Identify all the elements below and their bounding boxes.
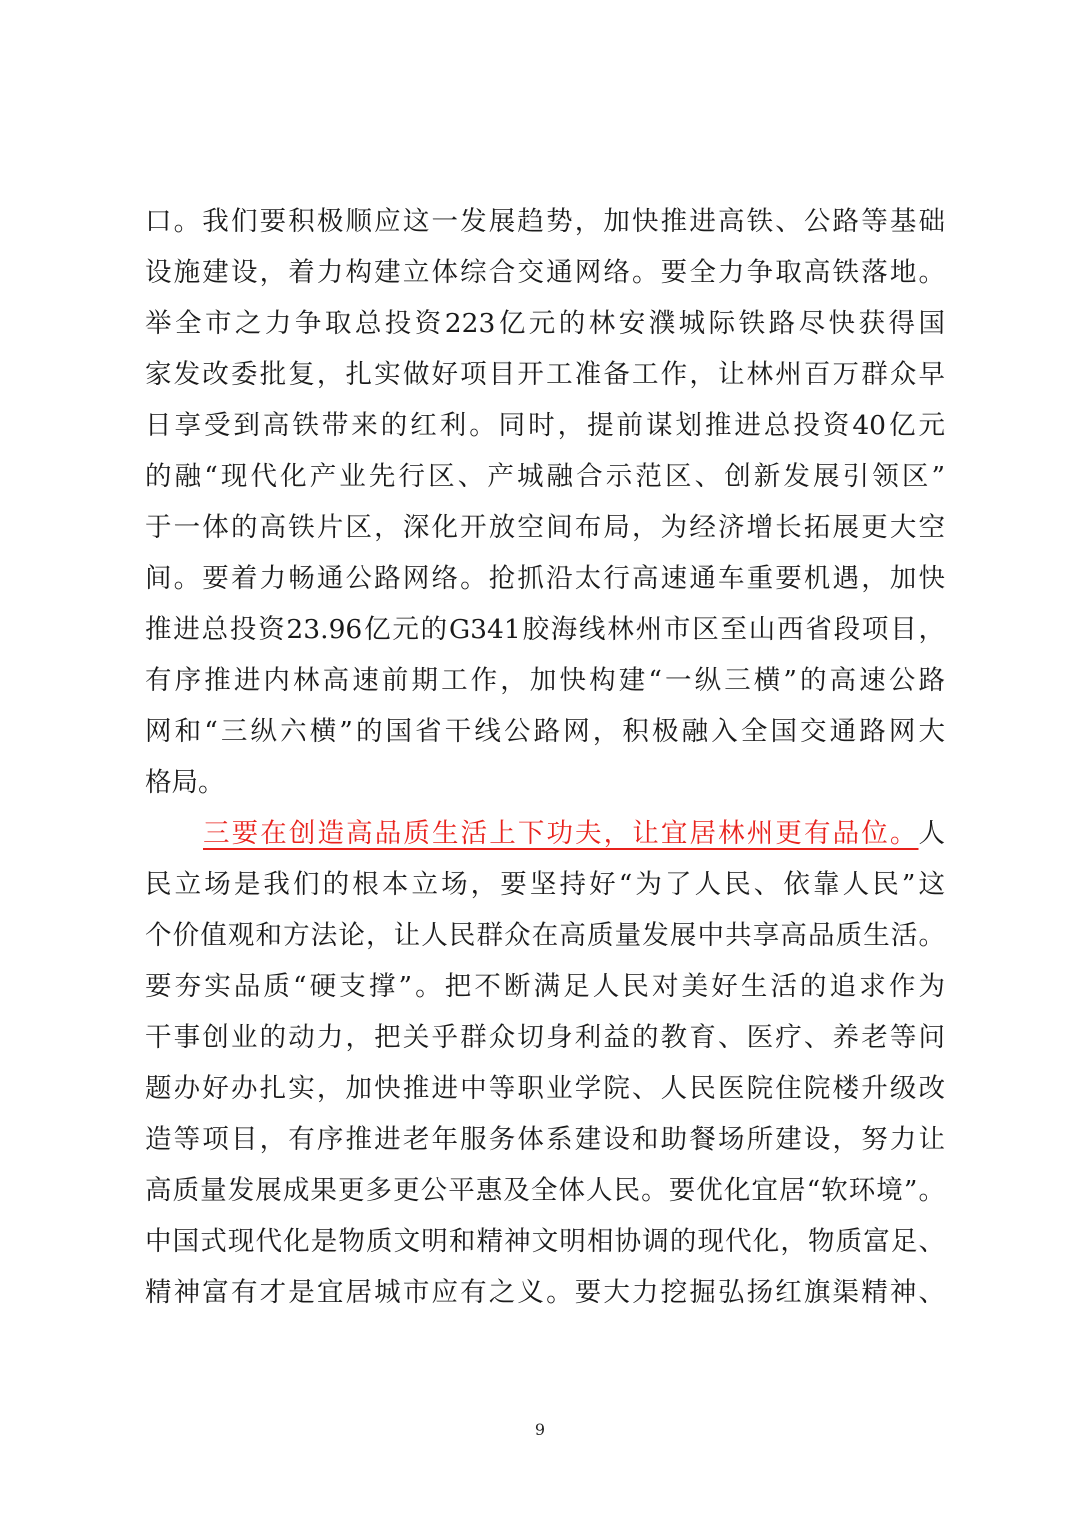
document-body [145, 196, 945, 1318]
text-line: 要夯实品质“硬支撑”。把不断满足人民对美好生活的追求作为 [145, 971, 945, 1002]
section-heading-line [145, 808, 945, 859]
text-line: 有序推进内林高速前期工作，加快构建“一纵三横”的高速公路 [145, 665, 945, 696]
text-line: 举全市之力争取总投资223亿元的林安濮城际铁路尽快获得国 [145, 308, 945, 339]
text-line: 间。要着力畅通公路网络。抢抓沿太行高速通车重要机遇，加快 [145, 563, 945, 594]
text-line: 民立场是我们的根本立场，要坚持好“为了人民、依靠人民”这 [145, 869, 945, 900]
text-line: 精神富有才是宜居城市应有之义。要大力挖掘弘扬红旗渠精神、 [145, 1277, 945, 1308]
text-line: 干事创业的动力，把关乎群众切身利益的教育、医疗、养老等问 [145, 1022, 945, 1053]
text-line: 设施建设，着力构建立体综合交通网络。要全力争取高铁落地。 [145, 257, 945, 288]
page-number: 9 [534, 1420, 546, 1439]
text-line: 高质量发展成果更多更公平惠及全体人民。要优化宜居“软环境”。 [145, 1175, 945, 1206]
text-line: 网和“三纵六横”的国省干线公路网，积极融入全国交通路网大 [145, 716, 945, 747]
section-heading: 三要在创造高品质生活上下功夫，让宜居林州更有品位。 [203, 818, 919, 849]
text-line: 题办好办扎实，加快推进中等职业学院、人民医院住院楼升级改 [145, 1073, 945, 1104]
text-line: 格局。 [145, 767, 225, 798]
text-line: 日享受到高铁带来的红利。同时，提前谋划推进总投资40亿元 [145, 410, 945, 441]
text-line: 推进总投资23.96亿元的G341胶海线林州市区至山西省段项目， [145, 614, 945, 645]
text-line: 于一体的高铁片区，深化开放空间布局，为经济增长拓展更大空 [145, 512, 945, 543]
heading-line-tail: 人 [918, 818, 945, 849]
text-line: 造等项目，有序推进老年服务体系建设和助餐场所建设，努力让 [145, 1124, 945, 1155]
text-line: 中国式现代化是物质文明和精神文明相协调的现代化，物质富足、 [145, 1226, 945, 1257]
text-line: 个价值观和方法论，让人民群众在高质量发展中共享高品质生活。 [145, 920, 945, 951]
text-line: 的融“现代化产业先行区、产城融合示范区、创新发展引领区” [145, 461, 945, 492]
text-line: 家发改委批复，扎实做好项目开工准备工作，让林州百万群众早 [145, 359, 945, 390]
text-line: 口。我们要积极顺应这一发展趋势，加快推进高铁、公路等基础 [145, 206, 945, 237]
